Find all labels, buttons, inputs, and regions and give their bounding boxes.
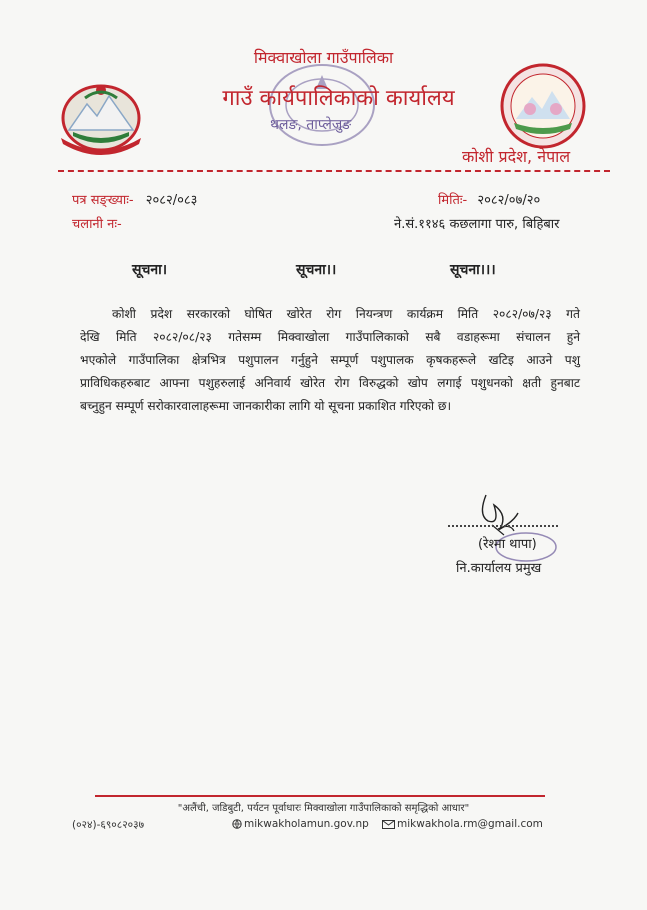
body-line: भएकोले गाउँपालिका क्षेत्रभित्र पशुपालन गर्नुहुने सम्पूर्ण पशुपालक कृषकहरूले खटिइ आउने पशु	[80, 353, 580, 367]
date-value: २०८२/०७/२०	[477, 193, 541, 208]
globe-icon	[232, 819, 242, 829]
website-text: mikwakholamun.gov.np	[244, 818, 369, 830]
letter-number-value: २०८२/०८३	[145, 193, 198, 208]
email-text: mikwakhola.rm@gmail.com	[397, 818, 543, 830]
notice-heading-2: सूचना।।	[296, 262, 337, 278]
dispatch-number	[72, 214, 122, 232]
signer-title: नि.कार्यालय प्रमुख	[456, 561, 542, 576]
envelope-icon	[382, 820, 395, 829]
footer-email[interactable]	[382, 818, 543, 830]
signature-line	[448, 525, 558, 527]
dispatch-number-label: चलानी नः-	[72, 217, 122, 232]
nepal-sambat-date: ने.सं.११४६ कछलागा पारु, बिहिबार	[394, 217, 560, 232]
letter-date	[438, 190, 540, 208]
date-label: मितिः-	[438, 193, 468, 208]
body-line: बच्नुहुन सम्पूर्ण सरोकारवालाहरूमा जानकारीका लागि यो सूचना प्रकाशित गरिएको छ।	[80, 399, 452, 413]
footer-website[interactable]	[232, 818, 369, 830]
footer-divider	[95, 795, 545, 797]
letter-number-label: पत्र सङ्ख्याः-	[72, 193, 134, 208]
office-location: थलङ, ताप्लेजुङ	[270, 117, 352, 133]
office-name: गाउँ कार्यपालिकाको कार्यालय	[222, 86, 455, 111]
notice-heading-3: सूचना।।।	[450, 262, 496, 278]
footer-phone: (०२४)-६९०८२०३७	[72, 819, 145, 831]
header-divider	[58, 170, 610, 172]
province-name: कोशी प्रदेश, नेपाल	[462, 147, 571, 166]
body-line: कोशी प्रदेश सरकारको घोषित खोरेत रोग नियन्त्रण कार्यक्रम मिति २०८२/०७/२३ गते	[112, 307, 580, 321]
municipality-logo-icon	[500, 63, 586, 149]
footer-slogan: "अलैंची, जडिबुटी, पर्यटन पूर्वाधारः मिक्वाखोला गाउँपालिकाको समृद्धिको आधार"	[177, 803, 470, 814]
signer-name: (रेश्मा थापा)	[478, 537, 537, 552]
notice-heading-1: सूचना।	[132, 262, 168, 278]
municipality-name: मिक्वाखोला गाउँपालिका	[253, 48, 394, 67]
letter-number	[72, 190, 197, 208]
body-line: प्राविधिकहरुबाट आफ्ना पशुहरुलाई अनिवार्य खोरेत रोग विरुद्धको खोप लगाई पशुधनको क्षती हुनबाट	[80, 376, 580, 390]
notice-body	[80, 303, 580, 418]
body-line: देखि मिति २०८२/०८/२३ गतेसम्म मिक्वाखोला गाउँपालिकाको सबै वडाहरूमा संचालन हुने	[80, 330, 580, 344]
